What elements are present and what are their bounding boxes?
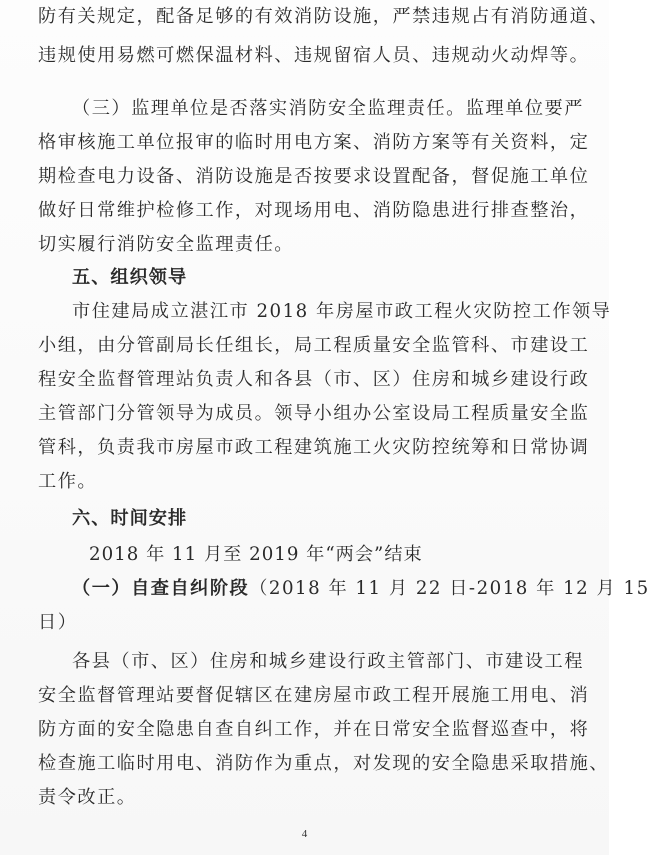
- text-line: 切实履行消防安全监理责任。: [38, 234, 294, 255]
- text-line: 责令改正。: [38, 787, 137, 808]
- text-line: 市住建局成立湛江市 2018 年房屋市政工程火灾防控工作领导: [72, 301, 612, 322]
- text-line: 主管部门分管领导为成员。领导小组办公室设局工程质量安全监: [38, 403, 590, 424]
- text-line: 防方面的安全隐患自查自纠工作，并在日常安全监督巡查中，将: [38, 719, 590, 740]
- text-line: 防有关规定，配备足够的有效消防设施，严禁违规占有消防通道、: [38, 6, 609, 27]
- text-line: 做好日常维护检修工作，对现场用电、消防隐患进行排查整治，: [38, 200, 590, 221]
- text-line: 违规使用易燃可燃保温材料、违规留宿人员、违规动火动焊等。: [38, 45, 590, 66]
- page-number: 4: [301, 828, 308, 840]
- text-line: 期检查电力设备、消防设施是否按要求设置配备，督促施工单位: [38, 166, 590, 187]
- subsection-heading: （一）自查自纠阶段: [72, 578, 250, 599]
- text-line: 程安全监督管理站负责人和各县（市、区）住房和城乡建设行政: [38, 369, 590, 390]
- text-line: 2018 年 11 月至 2019 年“两会”结束: [89, 544, 423, 565]
- text-line: 管科，负责我市房屋市政工程建筑施工火灾防控统筹和日常协调: [38, 437, 590, 458]
- subsection-line: [72, 578, 650, 600]
- text-line: 各县（市、区）住房和城乡建设行政主管部门、市建设工程: [72, 651, 584, 672]
- section-heading: 六、时间安排: [72, 508, 188, 529]
- text-line: 工作。: [38, 471, 98, 492]
- section-heading: 五、组织领导: [72, 267, 188, 288]
- text-line: 格审核施工单位报审的临时用电方案、消防方案等有关资料，定: [38, 132, 590, 153]
- text-line: 日）: [38, 612, 78, 633]
- text-line: （三）监理单位是否落实消防安全监理责任。监理单位要严: [72, 98, 584, 119]
- text-line: 小组，由分管副局长任组长，局工程质量安全监管科、市建设工: [38, 335, 590, 356]
- subsection-date-range: （2018 年 11 月 22 日-2018 年 12 月 15: [249, 578, 650, 599]
- text-line: 检查施工临时用电、消防作为重点，对发现的安全隐患采取措施、: [38, 753, 609, 774]
- text-line: 安全监督管理站要督促辖区在建房屋市政工程开展施工用电、消: [38, 685, 590, 706]
